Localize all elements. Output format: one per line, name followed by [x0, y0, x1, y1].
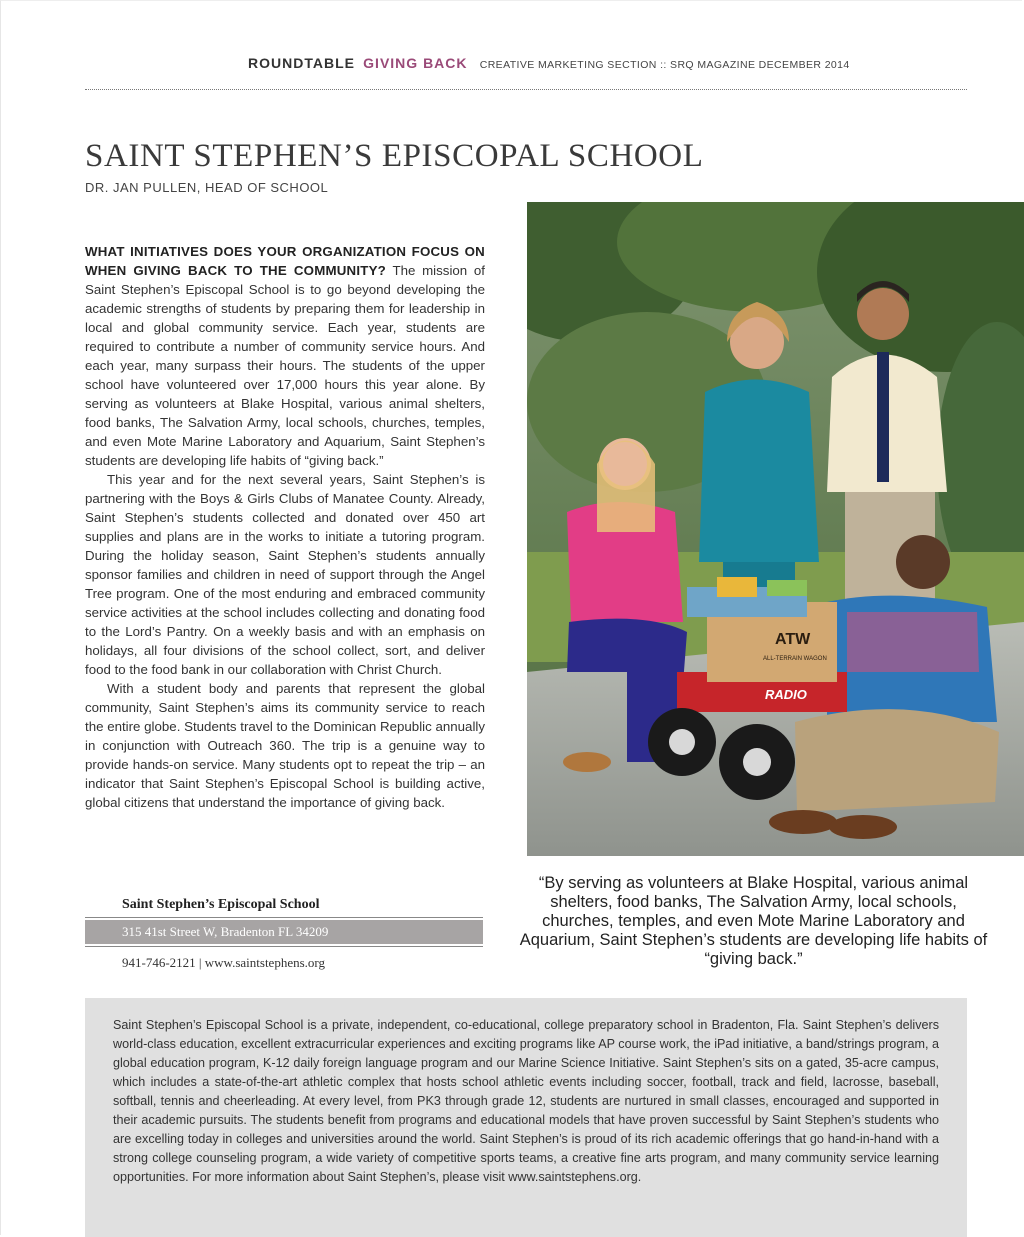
- header-giving-back: GIVING BACK: [363, 55, 468, 71]
- contact-address: 315 41st Street W, Bradenton FL 34209: [85, 920, 483, 944]
- contact-divider: [85, 917, 483, 918]
- contact-divider-2: [85, 946, 483, 947]
- article-paragraph-2: This year and for the next several years, Saint Stephen’s is partnering with the Boys & Girls Clubs of Manatee County. Already, Saint Stephen’s students collected and donated over 450 art supplies and plans are in the works to initiate a tutoring program. During the holiday season, Saint Stephen’s students annually sponsor families and children in need of support through the Angel Tree program. One of the most enduring and embraced community service activities at the school includes collecting and donating food to the Lord’s Pantry. On a weekly basis and with an emphasis on holidays, all four divisions of the school collect, sort, and deliver food to the food bank in our collaboration with Christ Church.: [85, 472, 485, 677]
- wagon-radio-label: RADIO: [765, 687, 807, 702]
- contact-phone-website: 941-746-2121 | www.saintstephens.org: [122, 955, 325, 970]
- page-header: [248, 55, 850, 71]
- article-paragraph-1: [85, 242, 485, 470]
- article-title: SAINT STEPHEN’S EPISCOPAL SCHOOL: [85, 138, 704, 174]
- article-body: [85, 242, 485, 812]
- about-text: Saint Stephen’s Episcopal School is a private, independent, co-educational, college preparatory school in Bradenton, Fla. Saint Stephen’s delivers world-class education, excellent extracurricular experiences and exciting programs like AP course work, the iPad initiative, a band/strings program, a global education program, K-12 daily foreign language program and our Marine Science Initiative. Saint Stephen’s sits on a gated, 35-acre campus, which includes a state-of-the-art athletic complex that hosts school athletic events including soccer, football, track and field, lacrosse, baseball, softball, tennis and cheerleading. At every level, from PK3 through grade 12, students are nurtured in small classes, encouraged and supported in their academic pursuits. The students benefit from programs and educational models that have proven successful by Saint Stephen’s students who are excelling today in colleges and universities around the world. Saint Stephen’s is proud of its rich academic offerings that go hand-in-hand with a strong college counseling program, a wide variety of competitive sports teams, a creative fine arts program, and many community service learning opportunities. For more information about Saint Stephen’s, please visit www.saintstephens.org.: [113, 1018, 939, 1184]
- contact-block: [85, 893, 483, 971]
- header-divider: [85, 89, 967, 90]
- article-paragraph-3: With a student body and parents that represent the global community, Saint Stephen’s aims its community service to reach the entire globe. Students travel to the Dominican Republic annually in conjunction with Outreach 360. The trip is a genuine way to provide hands-on service. Many students opt to repeat the trip – an indicator that Saint Stephen’s Episcopal School is building active, global citizens that understand the importance of giving back.: [85, 681, 485, 810]
- pull-quote: “By serving as volunteers at Blake Hospital, various animal shelters, food banks, The Salvation Army, local schools, churches, temples, and even Mote Marine Laboratory and Aquarium, Saint Stephen’s students are developing life habits of “giving back.”: [519, 874, 988, 968]
- wagon-sub-label: ALL-TERRAIN WAGON: [763, 656, 827, 662]
- wagon-brand-label: ATW: [775, 631, 811, 648]
- contact-school-name: Saint Stephen’s Episcopal School: [122, 897, 320, 912]
- article-byline: DR. JAN PULLEN, HEAD OF SCHOOL: [85, 180, 329, 195]
- header-roundtable: ROUNDTABLE: [248, 55, 355, 71]
- about-box: [85, 998, 967, 1237]
- header-section-label: CREATIVE MARKETING SECTION :: SRQ MAGAZINE DECEMBER 2014: [479, 59, 850, 71]
- interview-question: WHAT INITIATIVES DOES YOUR ORGANIZATION FOCUS ON WHEN GIVING BACK TO THE COMMUNITY?: [85, 244, 485, 278]
- interview-answer: The mission of Saint Stephen’s Episcopal School is to go beyond developing the academic strengths of students by preparing them for leadership in local and global community service. Each year, students are required to contribute a number of community service hours. And each year, many surpass their hours. The students of the upper school have volunteered over 17,000 hours this year alone. By serving as volunteers at Blake Hospital, various animal shelters, food banks, The Salvation Army, local schools, churches, temples, and even Mote Marine Laboratory and Aquarium, Saint Stephen’s students are developing life habits of “giving back.”: [85, 263, 486, 468]
- group-photo: [527, 202, 1024, 856]
